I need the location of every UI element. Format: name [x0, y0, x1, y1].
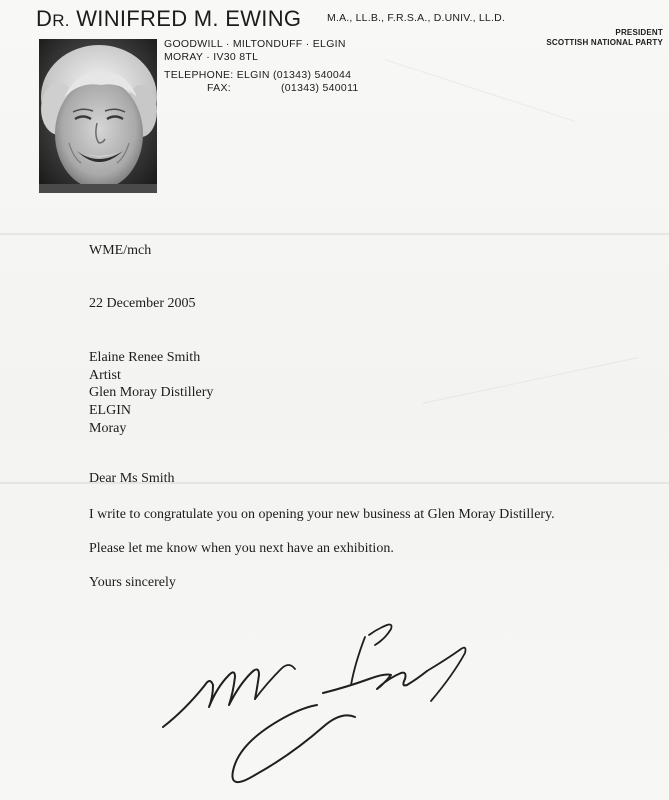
paper-fold	[0, 233, 669, 235]
reference-line: WME/mch	[89, 243, 152, 258]
portrait-photo	[39, 39, 157, 193]
role-organisation: SCOTTISH NATIONAL PARTY	[546, 38, 663, 47]
recipient-line: ELGIN	[89, 403, 131, 419]
address-line-2: MORAY · IV30 8TL	[164, 51, 259, 63]
fax-label: FAX:	[207, 82, 231, 94]
salutation: Dear Ms Smith	[89, 471, 175, 486]
role-block	[546, 28, 663, 48]
body-paragraph-2: Please let me know when you next have an exhibition.	[89, 541, 394, 556]
recipient-line: Elaine Renee Smith	[89, 350, 201, 365]
recipient-line: Moray	[89, 420, 127, 436]
paper-crease	[422, 357, 637, 404]
name-prefix-big: D	[36, 6, 53, 31]
qualifications: M.A., LL.B., F.R.S.A., D.UNIV., LL.D.	[327, 12, 505, 24]
letter-date: 22 December 2005	[89, 296, 196, 311]
role-title: PRESIDENT	[615, 28, 663, 37]
body-paragraph-1: I write to congratulate you on opening your new business at Glen Moray Distillery.	[89, 507, 555, 522]
letterhead-name	[36, 6, 301, 32]
recipient-address	[89, 349, 213, 438]
name-prefix-small: R.	[52, 11, 70, 30]
fax-line	[164, 82, 359, 95]
handwritten-signature	[155, 615, 485, 795]
paper-crease	[385, 59, 576, 122]
letterhead-address	[164, 38, 359, 95]
recipient-line: Artist	[89, 367, 121, 383]
recipient-line: Glen Moray Distillery	[89, 385, 214, 401]
telephone-line: TELEPHONE: ELGIN (01343) 540044	[164, 69, 352, 81]
closing: Yours sincerely	[89, 575, 176, 590]
fax-number: (01343) 540011	[281, 82, 359, 94]
name-main: WINIFRED M. EWING	[76, 6, 302, 31]
address-line-1: GOODWILL · MILTONDUFF · ELGIN	[164, 38, 346, 50]
